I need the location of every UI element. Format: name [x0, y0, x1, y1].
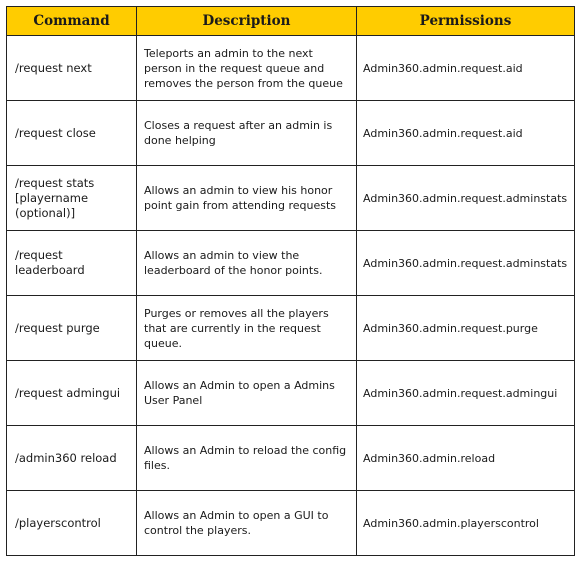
header-row [7, 7, 575, 36]
permission-cell: Admin360.admin.request.aid [357, 101, 575, 166]
description-cell: Allows an Admin to reload the config files. [137, 426, 357, 491]
table-row [7, 101, 575, 166]
table-row [7, 166, 575, 231]
description-cell: Closes a request after an admin is done helping [137, 101, 357, 166]
command-cell: /request purge [7, 296, 137, 361]
table-header [7, 7, 575, 36]
permission-cell: Admin360.admin.request.admingui [357, 361, 575, 426]
command-cell: /playerscontrol [7, 491, 137, 556]
commands-table-container [6, 6, 574, 556]
command-cell: /request leaderboard [7, 231, 137, 296]
permission-cell: Admin360.admin.request.adminstats [357, 166, 575, 231]
table-body [7, 36, 575, 556]
table-row [7, 426, 575, 491]
table-row [7, 36, 575, 101]
permission-cell: Admin360.admin.playerscontrol [357, 491, 575, 556]
command-cell: /request close [7, 101, 137, 166]
description-cell: Purges or removes all the players that are currently in the request queue. [137, 296, 357, 361]
description-cell: Allows an admin to view the leaderboard of the honor points. [137, 231, 357, 296]
command-cell: /request next [7, 36, 137, 101]
permission-cell: Admin360.admin.request.purge [357, 296, 575, 361]
header-permissions: Permissions [357, 7, 575, 36]
permission-cell: Admin360.admin.request.adminstats [357, 231, 575, 296]
table-row [7, 361, 575, 426]
table-row [7, 491, 575, 556]
permission-cell: Admin360.admin.reload [357, 426, 575, 491]
commands-table [6, 6, 575, 556]
description-cell: Allows an Admin to open a GUI to control the players. [137, 491, 357, 556]
header-command: Command [7, 7, 137, 36]
permission-cell: Admin360.admin.request.aid [357, 36, 575, 101]
description-cell: Allows an Admin to open a Admins User Panel [137, 361, 357, 426]
header-description: Description [137, 7, 357, 36]
table-row [7, 296, 575, 361]
description-cell: Teleports an admin to the next person in the request queue and removes the person from the queue [137, 36, 357, 101]
command-cell: /admin360 reload [7, 426, 137, 491]
command-cell: /request stats [playername (optional)] [7, 166, 137, 231]
description-cell: Allows an admin to view his honor point gain from attending requests [137, 166, 357, 231]
command-cell: /request admingui [7, 361, 137, 426]
table-row [7, 231, 575, 296]
